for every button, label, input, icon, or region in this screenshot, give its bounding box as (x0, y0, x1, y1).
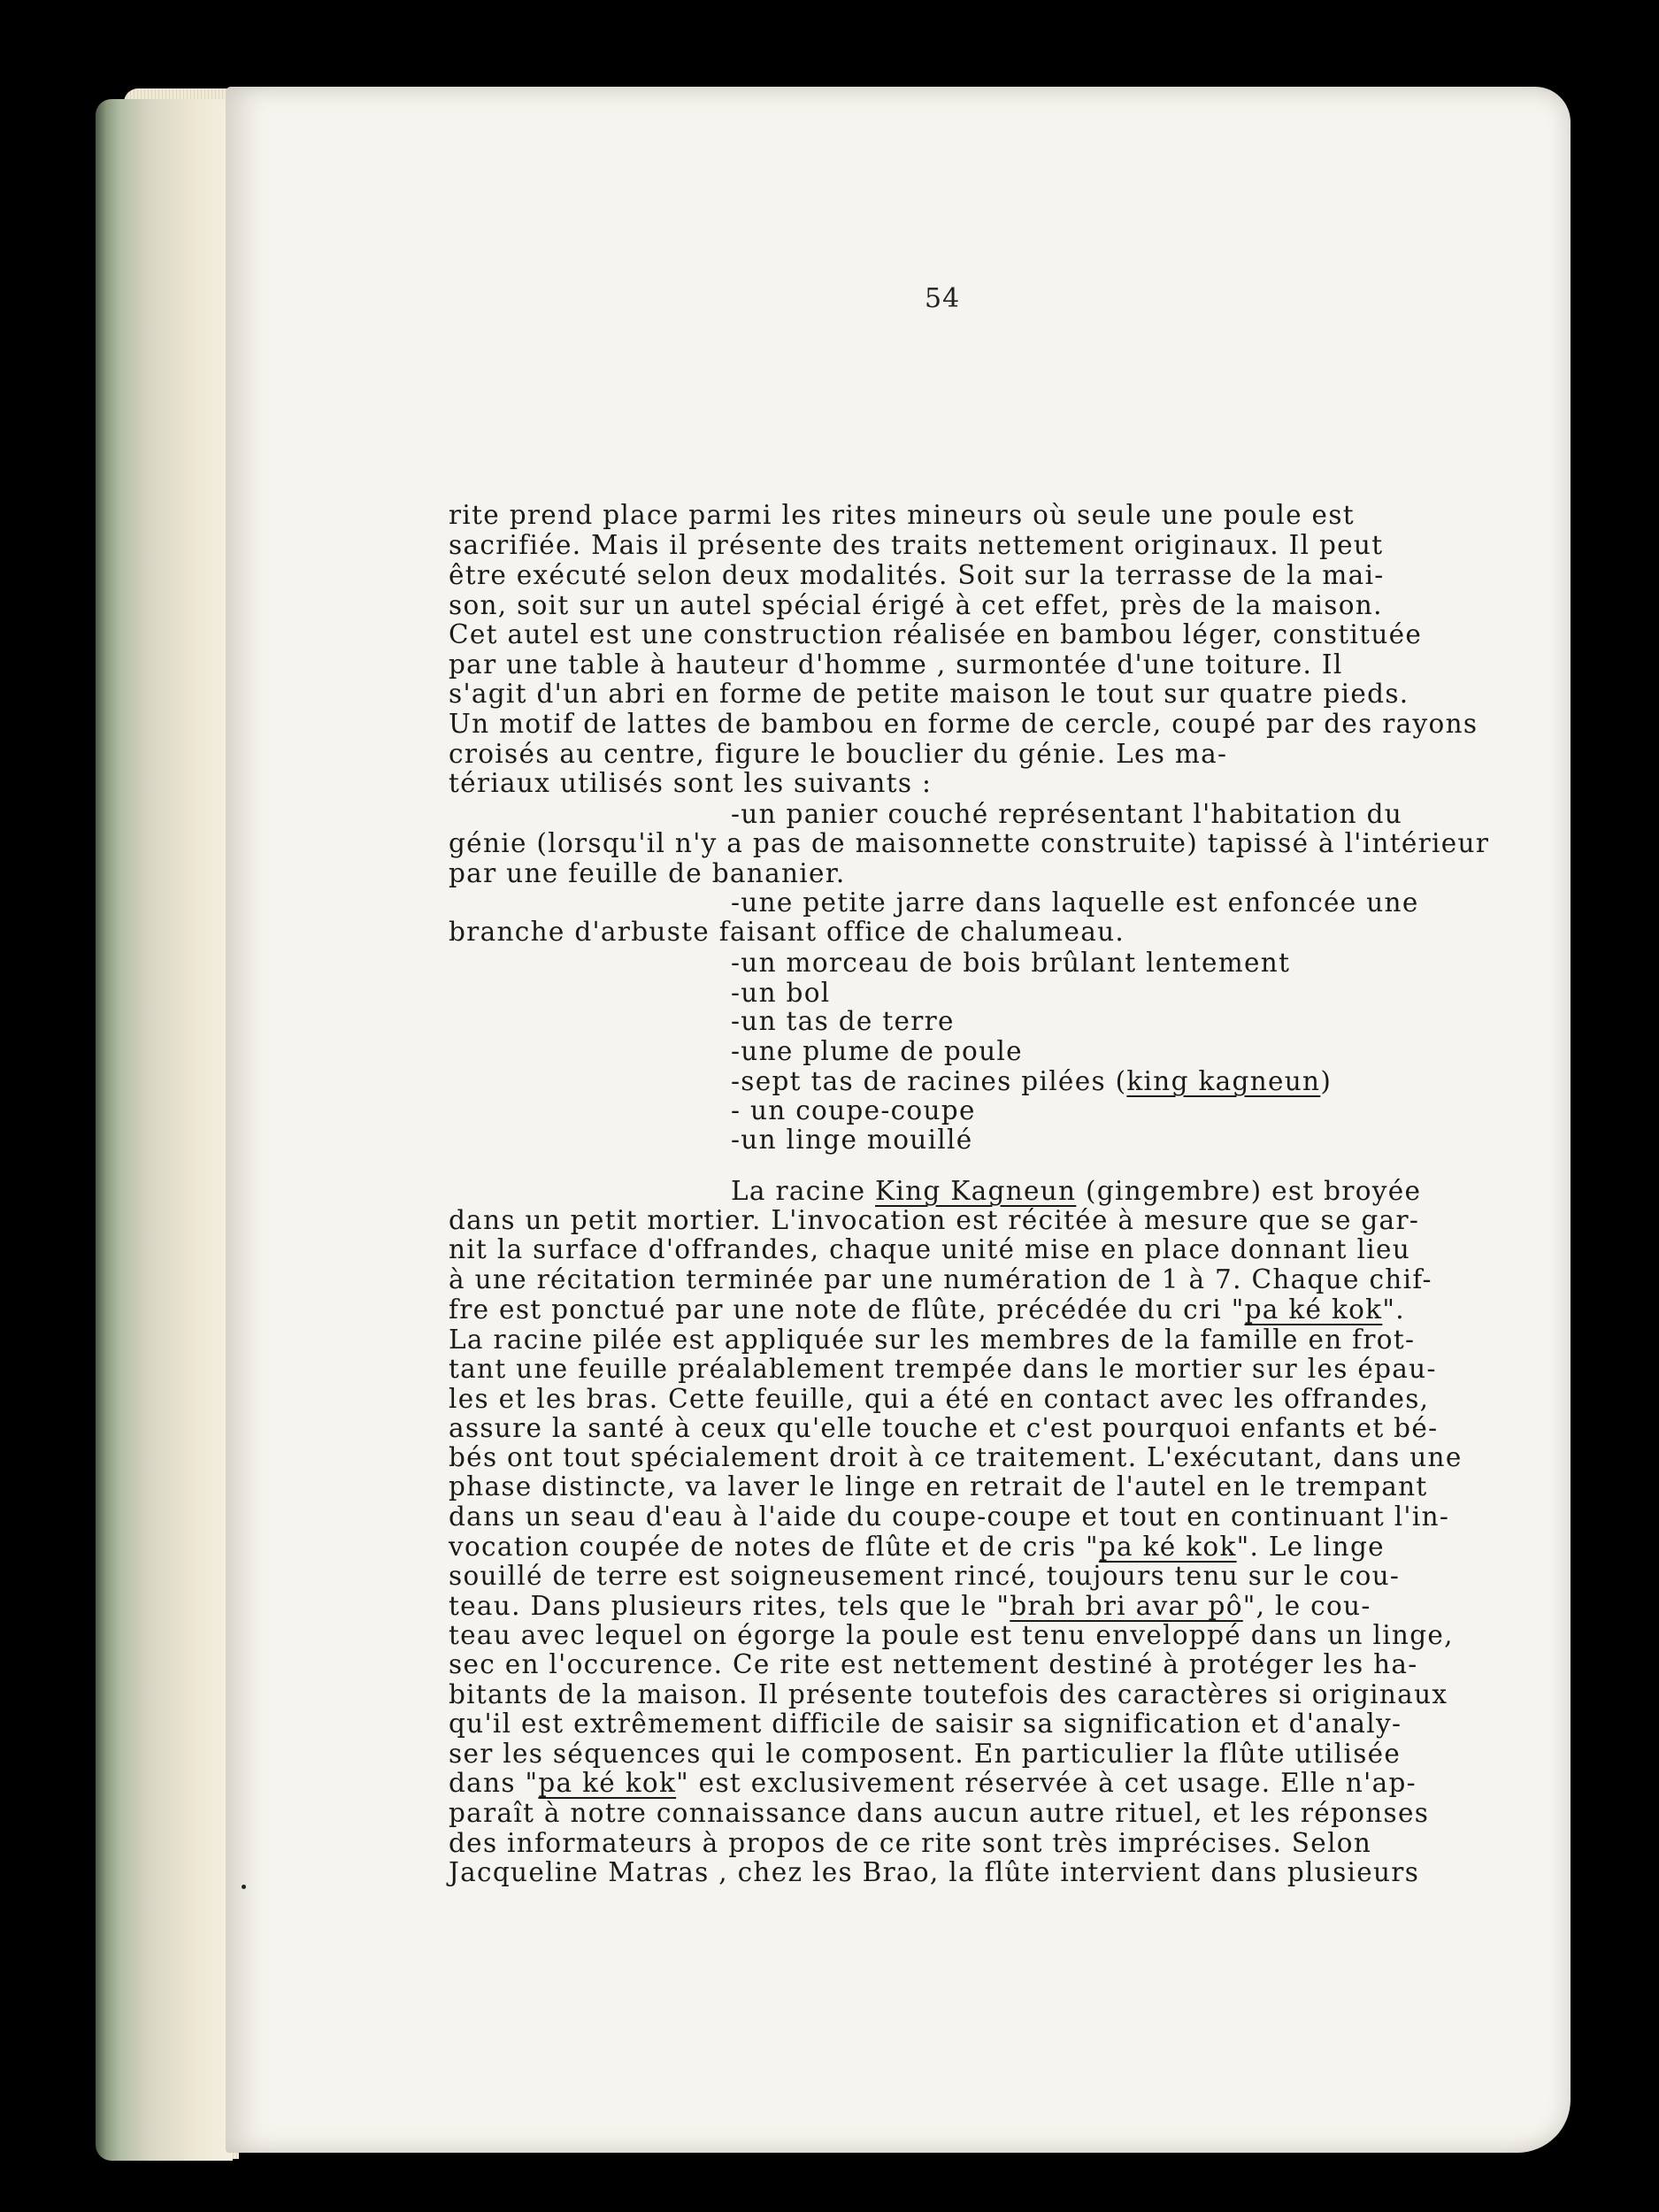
text-line (449, 1828, 1371, 1858)
underlined-term: pa ké kok (1244, 1294, 1383, 1325)
text-line (449, 1234, 1410, 1264)
text-segment: qu'il est extrêmement difficile de saisir sa signification et d'analy- (449, 1709, 1402, 1739)
text-segment: ", le cou- (1242, 1591, 1371, 1621)
text-line (449, 768, 932, 798)
text-segment: souillé de terre est soigneusement rincé, toujours tenu sur le cou- (449, 1561, 1401, 1591)
text-segment: dans un petit mortier. L'invocation est récitée à mesure que se gar- (449, 1205, 1420, 1235)
text-segment: - un coupe-coupe (731, 1095, 976, 1125)
text-line (731, 799, 1402, 829)
text-line (449, 1532, 1385, 1562)
text-line (449, 1649, 1418, 1679)
text-segment: -un panier couché représentant l'habitation du (731, 799, 1403, 829)
page-number: 54 (925, 283, 961, 314)
text-segment: génie (lorsqu'il n'y a pas de maisonnette construite) tapissé à l'intérieur (449, 828, 1490, 858)
text-segment: " est exclusivement réservée à cet usage. Elle n'ap- (676, 1768, 1417, 1798)
text-segment: les et les bras. Cette feuille, qui a été en contact avec les offrandes, (449, 1384, 1430, 1414)
text-line (731, 1095, 976, 1125)
text-segment: nit la surface d'offrandes, chaque unité mise en place donnant lieu (449, 1234, 1411, 1264)
margin-dot (242, 1885, 246, 1889)
text-segment: par une feuille de bananier. (449, 858, 846, 888)
text-line (449, 1325, 1415, 1355)
text-line (731, 978, 831, 1008)
text-segment: croisés au centre, figure le bouclier du génie. Les ma- (449, 739, 1228, 769)
text-line (731, 1066, 1332, 1096)
text-line (731, 1036, 1023, 1066)
text-segment: sec en l'occurence. Ce rite est nettement destiné à protéger les ha- (449, 1649, 1418, 1679)
text-line (449, 500, 1355, 530)
underlined-term: brah bri avar pô (1010, 1591, 1243, 1621)
text-segment: rite prend place parmi les rites mineurs où seule une poule est (449, 500, 1355, 530)
text-segment: Cet autel est une construction réalisée en bambou léger, constituée (449, 619, 1423, 649)
text-segment: son, soit sur un autel spécial érigé à cet effet, près de la maison. (449, 590, 1383, 620)
text-segment: ". Le linge (1236, 1532, 1385, 1562)
text-line (449, 709, 1478, 739)
book-edge (96, 99, 233, 2161)
text-line (731, 1176, 1421, 1206)
underlined-term: pa ké kok (538, 1768, 677, 1798)
text-segment: ". (1382, 1294, 1405, 1325)
text-segment: fre est ponctué par une note de flûte, précédée du cri " (449, 1294, 1245, 1325)
text-line (449, 1354, 1437, 1384)
text-line (449, 828, 1489, 858)
text-segment: -une plume de poule (731, 1036, 1023, 1066)
underlined-term: King Kagneun (875, 1176, 1077, 1206)
text-segment: être exécuté selon deux modalités. Soit sur la terrasse de la mai- (449, 560, 1385, 590)
text-segment: paraît à notre connaissance dans aucun autre rituel, et les réponses (449, 1798, 1430, 1828)
underlined-term: pa ké kok (1098, 1532, 1237, 1562)
text-segment: dans " (449, 1768, 539, 1798)
text-segment: sacrifiée. Mais il présente des traits nettement originaux. Il peut (449, 530, 1384, 560)
text-line (449, 1739, 1401, 1769)
text-segment: bitants de la maison. Il présente toutefois des caractères si originaux (449, 1679, 1448, 1709)
text-line (449, 1502, 1449, 1532)
text-line (449, 1679, 1448, 1709)
text-segment: ) (1320, 1066, 1333, 1096)
text-segment: La racine pilée est appliquée sur les membres de la famille en frot- (449, 1325, 1416, 1355)
text-segment: -une petite jarre dans laquelle est enfoncée une (731, 887, 1419, 918)
text-segment: -sept tas de racines pilées ( (731, 1066, 1127, 1096)
text-line (731, 1006, 955, 1036)
text-line (449, 1857, 1419, 1887)
text-line (449, 1591, 1371, 1621)
text-line (449, 917, 1125, 947)
underlined-term: king kagneun (1126, 1066, 1321, 1096)
text-segment: par une table à hauteur d'homme , surmontée d'une toiture. Il (449, 649, 1343, 680)
text-segment: -un tas de terre (731, 1006, 955, 1036)
text-segment: -un bol (731, 978, 831, 1008)
text-line (449, 1620, 1454, 1650)
text-line (449, 619, 1422, 649)
text-line (449, 1709, 1402, 1739)
text-segment: (gingembre) est broyée (1076, 1176, 1422, 1206)
text-segment: branche d'arbuste faisant office de chalumeau. (449, 917, 1125, 947)
text-segment: s'agit d'un abri en forme de petite maison le tout sur quatre pieds. (449, 679, 1409, 709)
text-line (449, 590, 1383, 620)
text-segment: des informateurs à propos de ce rite sont très imprécises. Selon (449, 1828, 1372, 1858)
text-segment: tériaux utilisés sont les suivants : (449, 768, 933, 798)
text-line (449, 1413, 1438, 1443)
text-segment: ser les séquences qui le composent. En particulier la flûte utilisée (449, 1739, 1402, 1769)
text-line (449, 858, 846, 888)
text-segment: vocation coupée de notes de flûte et de cris " (449, 1532, 1099, 1562)
text-segment: -un linge mouillé (731, 1125, 973, 1155)
text-line (449, 1561, 1400, 1591)
text-line (449, 1442, 1463, 1472)
text-line (449, 1471, 1428, 1502)
text-segment: à une récitation terminée par une numération de 1 à 7. Chaque chif- (449, 1264, 1432, 1294)
text-segment: -un morceau de bois brûlant lentement (731, 948, 1291, 978)
text-line (449, 1384, 1429, 1414)
text-segment: phase distincte, va laver le linge en retrait de l'autel en le trempant (449, 1471, 1428, 1502)
text-segment: tant une feuille préalablement trempée dans le mortier sur les épau- (449, 1354, 1437, 1384)
text-line (449, 1294, 1405, 1325)
text-line (449, 739, 1227, 769)
text-segment: teau. Dans plusieurs rites, tels que le " (449, 1591, 1010, 1621)
text-line (449, 649, 1343, 680)
text-line (449, 1205, 1419, 1235)
text-segment: La racine (731, 1176, 876, 1206)
text-segment: teau avec lequel on égorge la poule est tenu enveloppé dans un linge, (449, 1620, 1454, 1650)
text-segment: Un motif de lattes de bambou en forme de cercle, coupé par des rayons (449, 709, 1479, 739)
text-line (449, 1768, 1417, 1798)
text-segment: bés ont tout spécialement droit à ce traitement. L'exécutant, dans une (449, 1442, 1463, 1472)
text-line (449, 1798, 1429, 1828)
text-line (449, 560, 1385, 590)
text-line (731, 887, 1419, 918)
text-line (449, 530, 1383, 560)
text-segment: assure la santé à ceux qu'elle touche et c'est pourquoi enfants et bé- (449, 1413, 1439, 1443)
text-segment: Jacqueline Matras , chez les Brao, la flûte intervient dans plusieurs (449, 1857, 1420, 1887)
text-line (731, 948, 1290, 978)
text-line (449, 679, 1409, 709)
text-line (449, 1264, 1432, 1294)
text-segment: dans un seau d'eau à l'aide du coupe-coupe et tout en continuant l'in- (449, 1502, 1450, 1532)
text-line (731, 1125, 973, 1155)
